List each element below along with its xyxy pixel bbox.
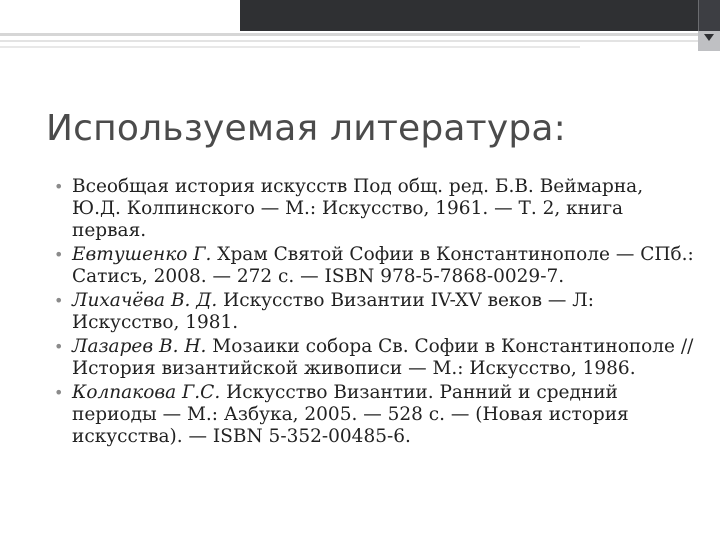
reference-author: Колпакова Г.С. [72,382,221,403]
reference-item [54,244,694,288]
bullet-icon: • [54,177,64,196]
header-divider-line [0,40,698,42]
reference-item [54,382,694,448]
reference-text: Искусство Византии IV-XV веков — Л: Искусство, 1981. [72,290,594,333]
bullet-icon: • [54,245,64,264]
down-triangle-icon [704,34,714,41]
reference-author: Лихачёва В. Д. [72,290,218,311]
reference-item [54,336,694,380]
reference-text: Храм Святой Софии в Константинополе — СПб.: Сатисъ, 2008. — 272 с. — ISBN 978-5-7868-0029-7. [72,244,694,287]
bullet-icon: • [54,291,64,310]
slide-title: Используемая литература: [46,108,566,149]
reference-text: Всеобщая история искусств Под общ. ред. Б.В. Веймарна, Ю.Д. Колпинского — М.: Искусство, 1961. — Т. 2, книга первая. [72,176,644,241]
header-divider-line [0,46,580,48]
bullet-icon: • [54,337,64,356]
reference-list [54,176,694,450]
reference-text: Искусство Византии. Ранний и средний периоды — М.: Азбука, 2005. — 528 с. — (Новая история искусства). — ISBN 5-352-00485-6. [72,382,629,447]
reference-text: Мозаики собора Св. Софии в Константинополе // История византийской живописи — М.: Искусство, 1986. [72,336,694,379]
header-accent-block [698,0,720,31]
header-bar [240,0,720,31]
header-bar-left [0,0,240,31]
reference-author: Лазарев В. Н. [72,336,207,357]
reference-author: Евтушенко Г. [72,244,212,265]
bullet-icon: • [54,383,64,402]
reference-item [54,290,694,334]
reference-item [54,176,694,242]
header-divider-line [0,33,698,36]
